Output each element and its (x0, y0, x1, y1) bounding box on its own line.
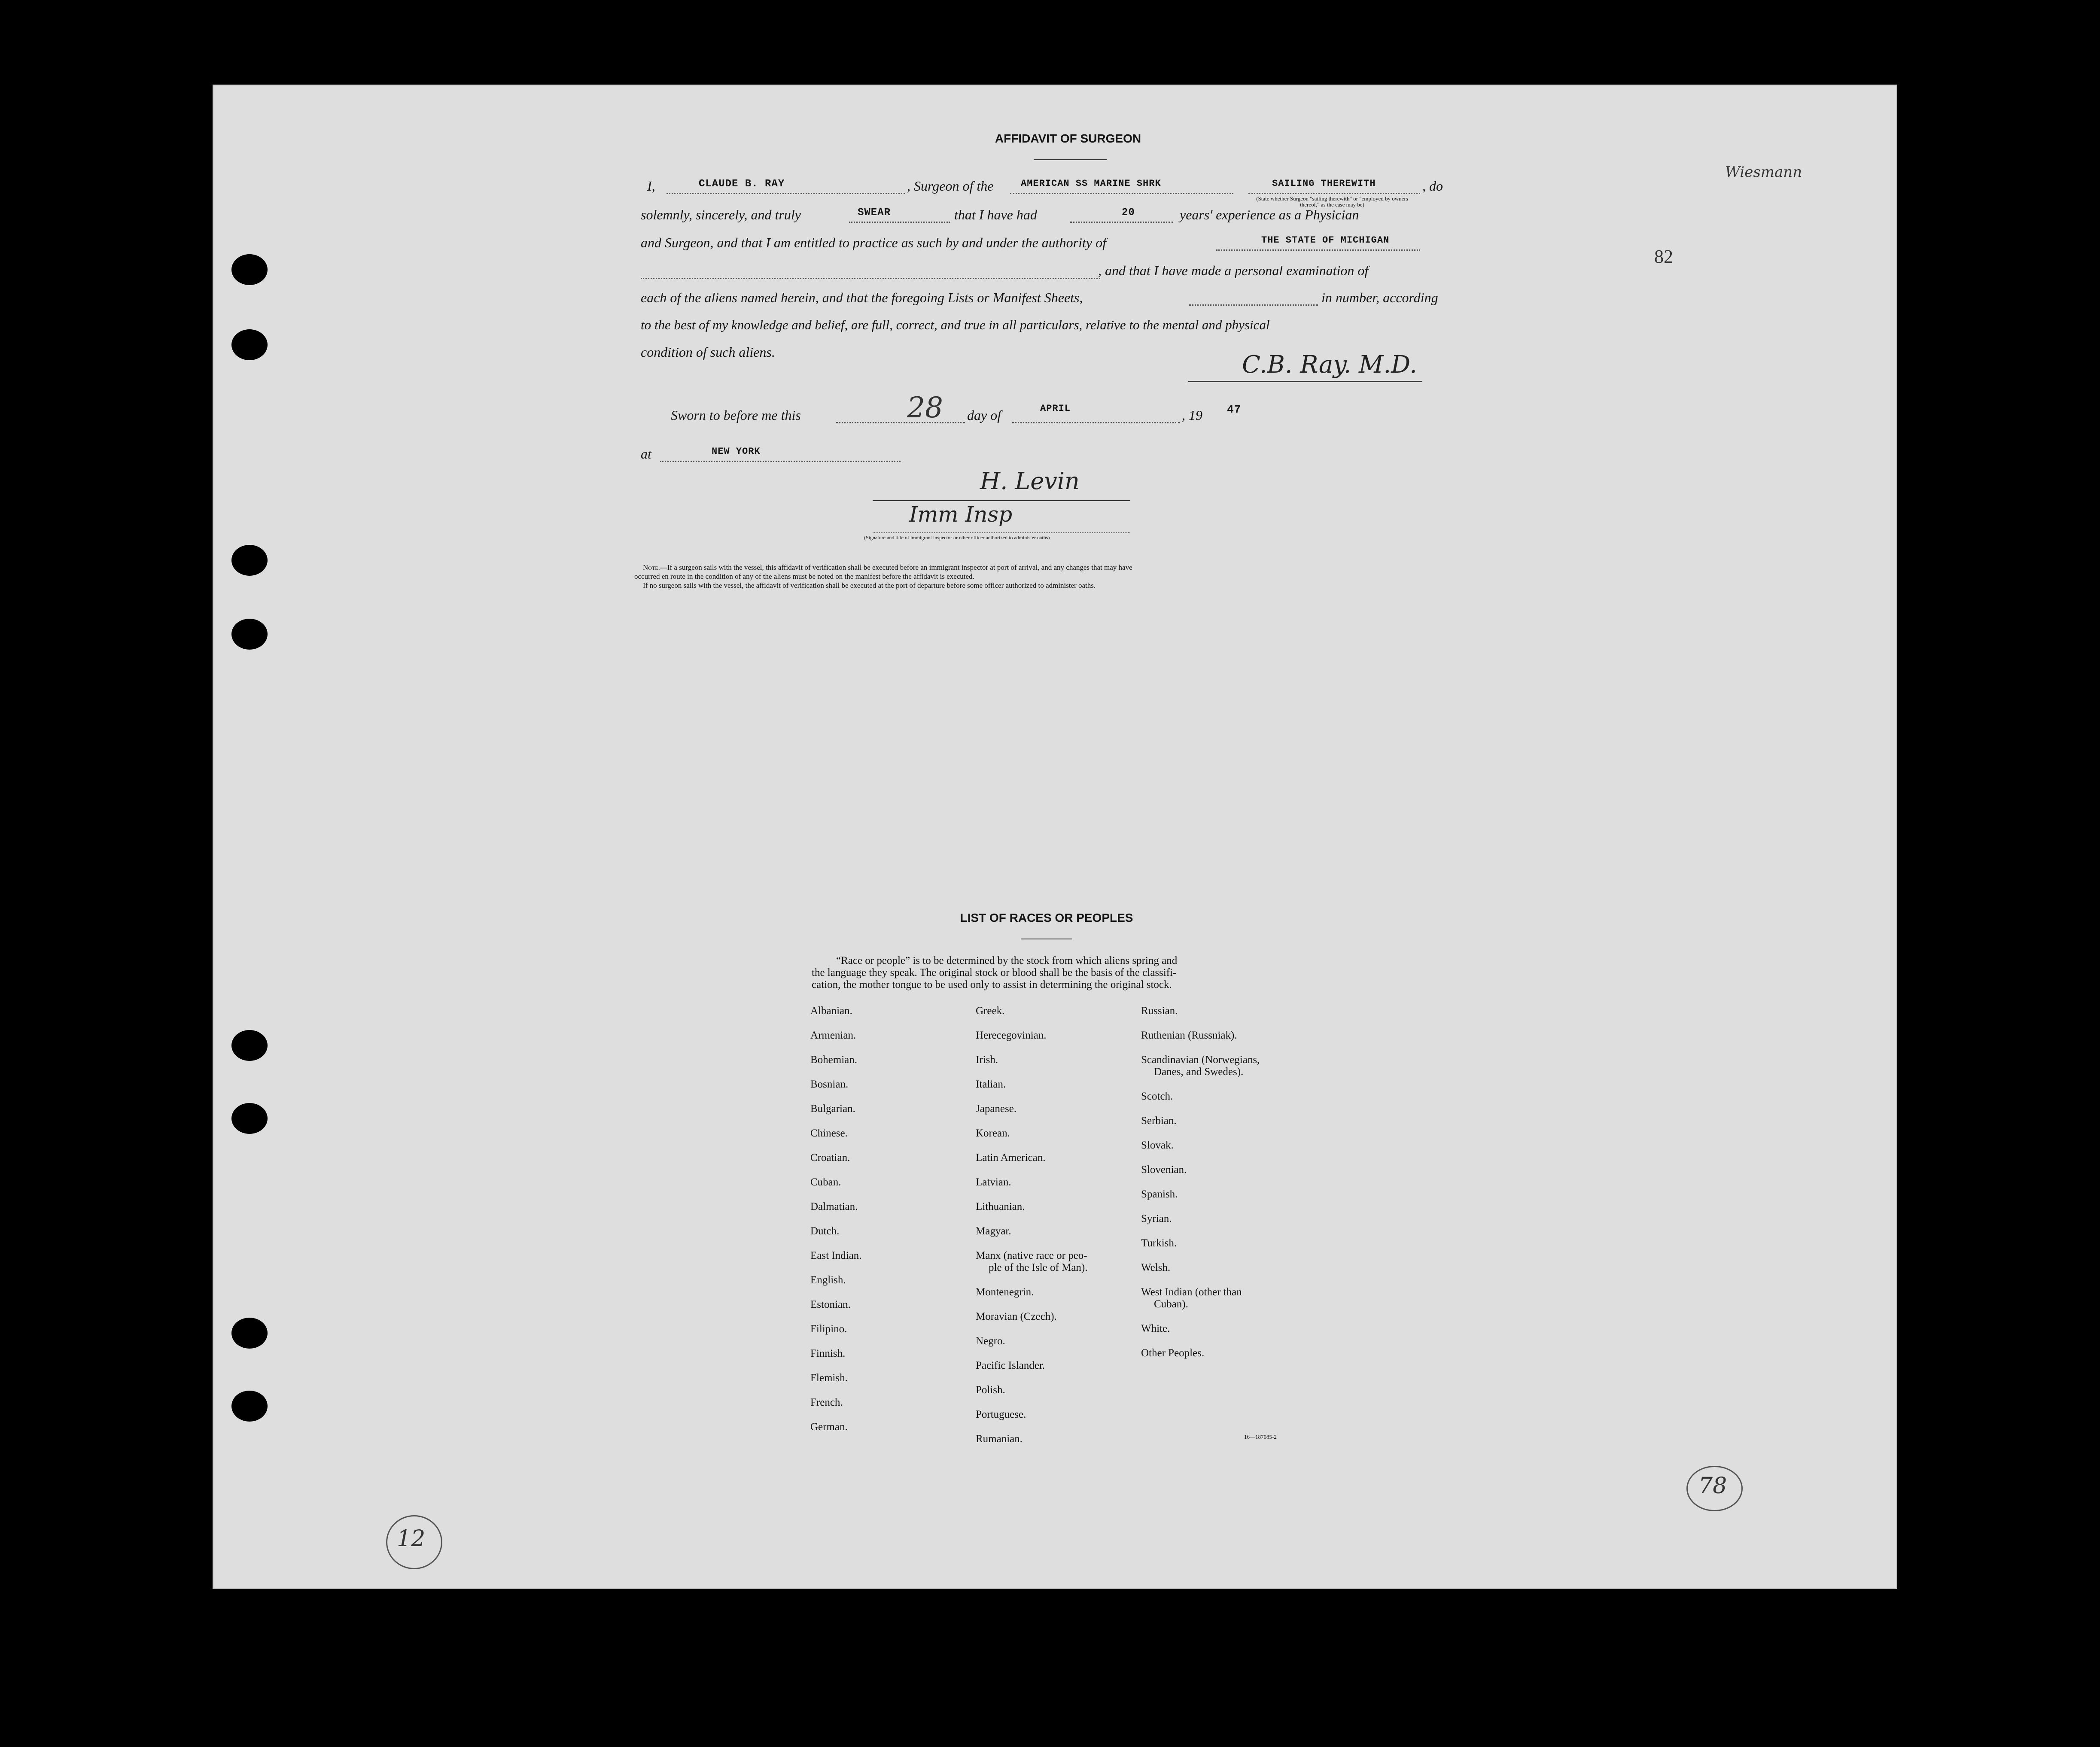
text-sworn: Sworn to before me this (671, 407, 801, 423)
place-blank (660, 461, 901, 462)
margin-name-note: Wiesmann (1725, 164, 1802, 181)
race-item: Cuban. (810, 1176, 841, 1188)
race-item: East Indian. (810, 1250, 862, 1261)
text-each-of-the-aliens: each of the aliens named herein, and that the foregoing Lists or Manifest Sheets, (641, 290, 1083, 305)
officer-signature: H. Levin (980, 468, 1080, 495)
race-item: Chinese. (810, 1127, 848, 1139)
text-year-prefix: , 19 (1182, 407, 1202, 423)
text-condition: condition of such aliens. (641, 344, 775, 360)
vessel-blank (1010, 193, 1233, 194)
text-do: , do (1422, 178, 1443, 194)
punch-hole (231, 1391, 268, 1422)
race-item: Manx (native race or peo- (976, 1250, 1087, 1261)
race-item: Danes, and Swedes). (1154, 1066, 1244, 1078)
race-item: Rumanian. (976, 1433, 1023, 1445)
text-years-experience: years' experience as a Physician (1180, 207, 1359, 222)
note-label: Note. (643, 563, 660, 571)
race-item: Korean. (976, 1127, 1010, 1139)
race-item: Scotch. (1141, 1091, 1173, 1102)
race-item: Japanese. (976, 1103, 1017, 1115)
text-surgeon-of: , Surgeon of the (907, 178, 994, 194)
text-solemnly: solemnly, sincerely, and truly (641, 207, 801, 222)
race-item: Flemish. (810, 1372, 848, 1384)
sailing-status: SAILING THEREWITH (1272, 178, 1376, 189)
race-item: Welsh. (1141, 1262, 1171, 1273)
race-item: French. (810, 1397, 843, 1408)
race-item: Dutch. (810, 1225, 840, 1237)
authority-blank (1216, 249, 1420, 251)
status-blank (1248, 193, 1420, 194)
text-and-surgeon: and Surgeon, and that I am entitled to practice as such by and under the authority of (641, 235, 1106, 250)
name-blank (667, 193, 905, 194)
races-intro-line2: the language they speak. The original stock or blood shall be the basis of the classifi- (812, 967, 1177, 978)
text-day-of: day of (967, 407, 1001, 423)
punch-hole (231, 1318, 268, 1349)
race-item: Lithuanian. (976, 1201, 1025, 1212)
punch-hole (231, 1103, 268, 1134)
race-item: Armenian. (810, 1030, 856, 1041)
sworn-day: 28 (907, 391, 943, 424)
race-item: Montenegrin. (976, 1286, 1034, 1298)
signature-caption: (Signature and title of immigrant inspector or other officer authorized to administer oaths) (864, 535, 1050, 541)
affidavit-title: AFFIDAVIT OF SURGEON (995, 132, 1141, 145)
officer-title-blank (873, 532, 1130, 533)
race-item: Scandinavian (Norwegians, (1141, 1054, 1260, 1066)
race-item: Portuguese. (976, 1409, 1026, 1420)
document-page (213, 85, 1897, 1589)
circled-number-right-text: 78 (1698, 1473, 1727, 1499)
race-item: Bulgarian. (810, 1103, 855, 1115)
punch-hole (231, 254, 268, 285)
text-in-number: in number, according (1321, 290, 1438, 305)
race-item: ple of the Isle of Man). (989, 1262, 1088, 1273)
race-item: Estonian. (810, 1299, 851, 1310)
years-blank (1070, 222, 1173, 223)
note-text-1: —If a surgeon sails with the vessel, this affidavit of verification shall be executed before an immigrant inspector at port of arrival, and any changes that may have (660, 563, 1132, 571)
race-item: Syrian. (1141, 1213, 1172, 1224)
race-item: Polish. (976, 1384, 1005, 1396)
sworn-year: 47 (1227, 403, 1242, 416)
race-item: Slovenian. (1141, 1164, 1187, 1176)
sworn-place: NEW YORK (712, 446, 761, 457)
race-item: White. (1141, 1323, 1170, 1334)
race-item: Russian. (1141, 1005, 1178, 1017)
race-item: Other Peoples. (1141, 1347, 1205, 1359)
race-item: Croatian. (810, 1152, 850, 1164)
day-blank (836, 422, 965, 423)
form-number: 16—187085-2 (1244, 1434, 1277, 1440)
officer-title: Imm Insp (909, 502, 1013, 527)
race-item: Greek. (976, 1005, 1005, 1017)
oath-blank (849, 222, 950, 223)
page-number: 82 (1654, 246, 1673, 267)
race-item: Latvian. (976, 1176, 1011, 1188)
sworn-month: APRIL (1040, 403, 1071, 414)
race-item: Slovak. (1141, 1139, 1174, 1151)
race-item: Italian. (976, 1079, 1006, 1090)
race-item: Negro. (976, 1335, 1005, 1347)
race-item: Albanian. (810, 1005, 852, 1017)
punch-hole (231, 329, 268, 360)
affidavit-note-line2: occurred en route in the condition of any of the aliens must be noted on the manifest before the affidavit is executed. (634, 572, 974, 580)
text-personal-examination: , and that I have made a personal examination of (1098, 263, 1369, 278)
race-item: West Indian (other than (1141, 1286, 1242, 1298)
race-item: Filipino. (810, 1323, 847, 1335)
race-item: Bohemian. (810, 1054, 858, 1066)
race-item: Serbian. (1141, 1115, 1177, 1127)
race-item: Moravian (Czech). (976, 1311, 1057, 1322)
punch-hole (231, 545, 268, 576)
race-item: Dalmatian. (810, 1201, 858, 1212)
race-item: Magyar. (976, 1225, 1011, 1237)
authority-value: THE STATE OF MICHIGAN (1261, 235, 1390, 246)
circled-number-left-text: 12 (397, 1526, 426, 1552)
officer-signature-line (873, 500, 1130, 501)
race-item: Herecegovinian. (976, 1030, 1047, 1041)
race-item: Ruthenian (Russniak). (1141, 1030, 1237, 1041)
signature-line (1188, 381, 1422, 382)
races-intro-line1: “Race or people” is to be determined by the stock from which aliens spring and (836, 955, 1178, 966)
punch-hole (231, 1030, 268, 1061)
years-value: 20 (1122, 207, 1135, 219)
race-item: Pacific Islander. (976, 1360, 1045, 1371)
race-item: German. (810, 1421, 848, 1433)
text-at: at (641, 446, 651, 462)
race-item: English. (810, 1274, 846, 1286)
race-item: Spanish. (1141, 1188, 1178, 1200)
sheets-blank (1189, 304, 1318, 306)
races-title: LIST OF RACES OR PEOPLES (960, 911, 1133, 924)
month-blank (1012, 422, 1180, 423)
vessel-name: AMERICAN SS MARINE SHRK (1021, 178, 1161, 189)
oath-word: SWEAR (858, 207, 891, 219)
sailing-note: (State whether Surgeon "sailing therewith" or "employed by owners thereof," as the case may be) (1256, 195, 1408, 208)
race-item: Turkish. (1141, 1237, 1177, 1249)
race-item: Latin American. (976, 1152, 1046, 1164)
surgeon-name: CLAUDE B. RAY (699, 178, 785, 190)
races-intro-line3: cation, the mother tongue to be used only to assist in determining the original stock. (812, 979, 1172, 990)
race-item: Bosnian. (810, 1079, 849, 1090)
affidavit-note-line3: If no surgeon sails with the vessel, the affidavit of verification shall be executed at the port of departure before some officer authorized to administer oaths. (643, 581, 1096, 589)
title-rule (1034, 159, 1107, 160)
text-that-i-have-had: that I have had (954, 207, 1037, 222)
surgeon-signature: C.B. Ray. M.D. (1242, 351, 1417, 379)
authority-continued-blank (641, 278, 1100, 279)
affidavit-note-line1 (643, 563, 1132, 572)
text-i: I, (647, 178, 655, 194)
race-item: Irish. (976, 1054, 998, 1066)
race-item: Finnish. (810, 1348, 846, 1359)
text-best-of-knowledge: to the best of my knowledge and belief, are full, correct, and true in all particulars, relative to the mental and physical (641, 317, 1270, 332)
race-item: Cuban). (1154, 1298, 1188, 1310)
punch-hole (231, 619, 268, 650)
